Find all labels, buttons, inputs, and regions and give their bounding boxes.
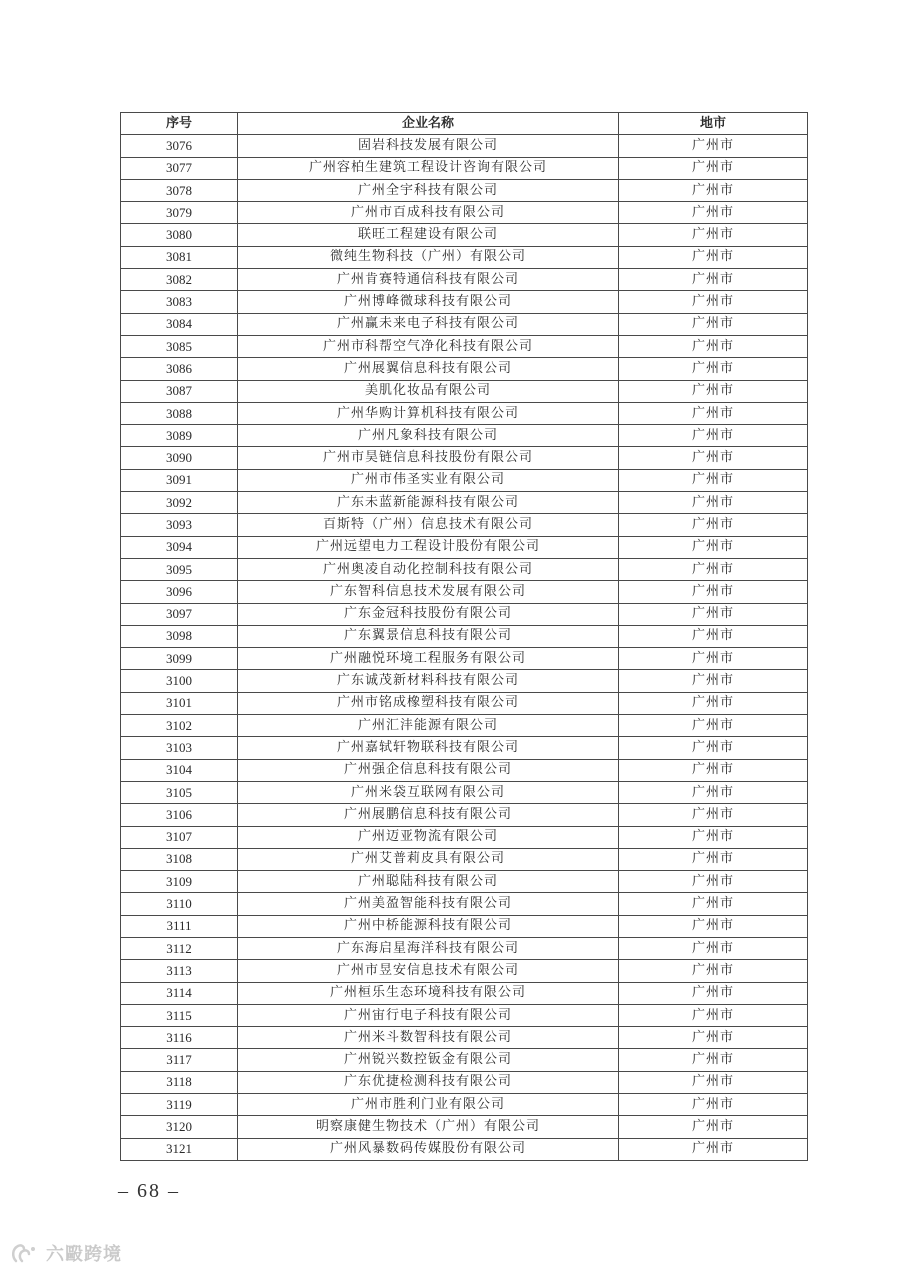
table-row (121, 469, 808, 491)
cell-city: 广州市 (619, 960, 808, 982)
table-row (121, 1027, 808, 1049)
page-number: – 68 – (118, 1180, 180, 1202)
table-row (121, 1094, 808, 1116)
cell-company-name: 固岩科技发展有限公司 (238, 135, 619, 157)
cell-company-name: 广州全宇科技有限公司 (238, 179, 619, 201)
cell-city: 广州市 (619, 514, 808, 536)
cell-city: 广州市 (619, 335, 808, 357)
table-row (121, 804, 808, 826)
cell-city: 广州市 (619, 1138, 808, 1160)
cell-company-name: 微纯生物科技（广州）有限公司 (238, 246, 619, 268)
cell-city: 广州市 (619, 625, 808, 647)
cell-serial-number: 3084 (121, 313, 238, 335)
table-row (121, 380, 808, 402)
cell-city: 广州市 (619, 380, 808, 402)
cell-company-name: 广东翼景信息科技有限公司 (238, 625, 619, 647)
table-body (121, 135, 808, 1161)
cell-company-name: 广州远望电力工程设计股份有限公司 (238, 536, 619, 558)
cell-city: 广州市 (619, 648, 808, 670)
cell-company-name: 广州迈亚物流有限公司 (238, 826, 619, 848)
table-row (121, 603, 808, 625)
cell-serial-number: 3108 (121, 848, 238, 870)
cell-serial-number: 3121 (121, 1138, 238, 1160)
cell-city: 广州市 (619, 291, 808, 313)
table-row (121, 759, 808, 781)
cell-serial-number: 3120 (121, 1116, 238, 1138)
cell-serial-number: 3087 (121, 380, 238, 402)
table-row (121, 692, 808, 714)
watermark (10, 1240, 122, 1266)
cell-serial-number: 3103 (121, 737, 238, 759)
cell-serial-number: 3093 (121, 514, 238, 536)
table-row (121, 402, 808, 424)
cell-city: 广州市 (619, 937, 808, 959)
table-row (121, 447, 808, 469)
table-row (121, 1138, 808, 1160)
cell-company-name: 广东诚茂新材料科技有限公司 (238, 670, 619, 692)
cell-serial-number: 3104 (121, 759, 238, 781)
header-serial-number: 序号 (121, 113, 238, 135)
cell-city: 广州市 (619, 358, 808, 380)
cell-city: 广州市 (619, 1116, 808, 1138)
cell-serial-number: 3119 (121, 1094, 238, 1116)
cell-city: 广州市 (619, 848, 808, 870)
cell-company-name: 广州展翼信息科技有限公司 (238, 358, 619, 380)
cell-serial-number: 3113 (121, 960, 238, 982)
cell-company-name: 广州汇沣能源有限公司 (238, 715, 619, 737)
cell-city: 广州市 (619, 135, 808, 157)
cell-company-name: 广州博峰微球科技有限公司 (238, 291, 619, 313)
cell-city: 广州市 (619, 402, 808, 424)
table-row (121, 848, 808, 870)
table-row (121, 893, 808, 915)
cell-serial-number: 3102 (121, 715, 238, 737)
cell-company-name: 广州美盈智能科技有限公司 (238, 893, 619, 915)
table-row (121, 157, 808, 179)
cell-city: 广州市 (619, 1071, 808, 1093)
cell-city: 广州市 (619, 1049, 808, 1071)
cell-company-name: 广州市百成科技有限公司 (238, 202, 619, 224)
cell-company-name: 广州艾普莉皮具有限公司 (238, 848, 619, 870)
cell-company-name: 广东海启星海洋科技有限公司 (238, 937, 619, 959)
cell-city: 广州市 (619, 447, 808, 469)
header-city: 地市 (619, 113, 808, 135)
cell-city: 广州市 (619, 692, 808, 714)
table-row (121, 937, 808, 959)
cell-company-name: 广州展鹏信息科技有限公司 (238, 804, 619, 826)
cell-city: 广州市 (619, 1094, 808, 1116)
cell-city: 广州市 (619, 157, 808, 179)
cell-serial-number: 3096 (121, 581, 238, 603)
table-row (121, 625, 808, 647)
cell-city: 广州市 (619, 224, 808, 246)
cell-city: 广州市 (619, 313, 808, 335)
cell-serial-number: 3077 (121, 157, 238, 179)
cell-serial-number: 3078 (121, 179, 238, 201)
table-row (121, 982, 808, 1004)
table-row (121, 915, 808, 937)
cell-serial-number: 3091 (121, 469, 238, 491)
cell-company-name: 广州市伟圣实业有限公司 (238, 469, 619, 491)
cell-company-name: 广州凡象科技有限公司 (238, 425, 619, 447)
header-company-name: 企业名称 (238, 113, 619, 135)
table-row (121, 224, 808, 246)
table-row (121, 871, 808, 893)
cell-city: 广州市 (619, 893, 808, 915)
cell-serial-number: 3092 (121, 492, 238, 514)
cell-serial-number: 3095 (121, 558, 238, 580)
cell-serial-number: 3090 (121, 447, 238, 469)
table-row (121, 670, 808, 692)
cell-city: 广州市 (619, 469, 808, 491)
cell-company-name: 广东优捷检测科技有限公司 (238, 1071, 619, 1093)
table-row (121, 1049, 808, 1071)
cell-serial-number: 3083 (121, 291, 238, 313)
cell-serial-number: 3118 (121, 1071, 238, 1093)
cell-company-name: 联旺工程建设有限公司 (238, 224, 619, 246)
table-row (121, 648, 808, 670)
cell-company-name: 广州宙行电子科技有限公司 (238, 1004, 619, 1026)
watermark-logo-icon (10, 1241, 40, 1265)
table-header-row (121, 113, 808, 135)
cell-serial-number: 3112 (121, 937, 238, 959)
cell-company-name: 广州米斗数智科技有限公司 (238, 1027, 619, 1049)
cell-city: 广州市 (619, 670, 808, 692)
table-row (121, 313, 808, 335)
cell-city: 广州市 (619, 558, 808, 580)
cell-company-name: 明察康健生物技术（广州）有限公司 (238, 1116, 619, 1138)
cell-company-name: 广东智科信息技术发展有限公司 (238, 581, 619, 603)
cell-city: 广州市 (619, 737, 808, 759)
cell-serial-number: 3116 (121, 1027, 238, 1049)
cell-serial-number: 3076 (121, 135, 238, 157)
cell-company-name: 广州强企信息科技有限公司 (238, 759, 619, 781)
cell-company-name: 广东未蓝新能源科技有限公司 (238, 492, 619, 514)
cell-city: 广州市 (619, 425, 808, 447)
table-row (121, 960, 808, 982)
cell-city: 广州市 (619, 202, 808, 224)
cell-company-name: 广州市胜利门业有限公司 (238, 1094, 619, 1116)
table-row (121, 291, 808, 313)
cell-serial-number: 3117 (121, 1049, 238, 1071)
table-row (121, 715, 808, 737)
cell-city: 广州市 (619, 581, 808, 603)
cell-city: 广州市 (619, 536, 808, 558)
table-row (121, 1071, 808, 1093)
cell-serial-number: 3111 (121, 915, 238, 937)
cell-company-name: 广州市昱安信息技术有限公司 (238, 960, 619, 982)
table-row (121, 202, 808, 224)
cell-company-name: 广州嘉轼轩物联科技有限公司 (238, 737, 619, 759)
table-row (121, 335, 808, 357)
cell-company-name: 广州融悦环境工程服务有限公司 (238, 648, 619, 670)
cell-serial-number: 3098 (121, 625, 238, 647)
table-row (121, 536, 808, 558)
table-row (121, 492, 808, 514)
table-row (121, 737, 808, 759)
cell-company-name: 广东金冠科技股份有限公司 (238, 603, 619, 625)
cell-company-name: 广州锐兴数控钣金有限公司 (238, 1049, 619, 1071)
cell-company-name: 广州肯赛特通信科技有限公司 (238, 269, 619, 291)
cell-serial-number: 3115 (121, 1004, 238, 1026)
cell-serial-number: 3114 (121, 982, 238, 1004)
cell-serial-number: 3080 (121, 224, 238, 246)
company-list-table (120, 112, 808, 1161)
cell-city: 广州市 (619, 246, 808, 268)
cell-company-name: 广州米袋互联网有限公司 (238, 781, 619, 803)
watermark-text: 六毆跨境 (46, 1244, 122, 1265)
cell-company-name: 广州市昊链信息科技股份有限公司 (238, 447, 619, 469)
table-row (121, 425, 808, 447)
table-row (121, 135, 808, 157)
cell-serial-number: 3079 (121, 202, 238, 224)
table-row (121, 781, 808, 803)
cell-company-name: 广州中桥能源科技有限公司 (238, 915, 619, 937)
cell-city: 广州市 (619, 269, 808, 291)
cell-serial-number: 3081 (121, 246, 238, 268)
table-row (121, 1116, 808, 1138)
cell-serial-number: 3099 (121, 648, 238, 670)
cell-company-name: 广州赢未来电子科技有限公司 (238, 313, 619, 335)
table-row (121, 179, 808, 201)
cell-company-name: 广州桓乐生态环境科技有限公司 (238, 982, 619, 1004)
cell-serial-number: 3106 (121, 804, 238, 826)
cell-company-name: 广州华购计算机科技有限公司 (238, 402, 619, 424)
table-row (121, 514, 808, 536)
cell-city: 广州市 (619, 759, 808, 781)
cell-city: 广州市 (619, 1004, 808, 1026)
cell-serial-number: 3101 (121, 692, 238, 714)
cell-city: 广州市 (619, 492, 808, 514)
cell-city: 广州市 (619, 915, 808, 937)
table-row (121, 269, 808, 291)
cell-city: 广州市 (619, 1027, 808, 1049)
cell-city: 广州市 (619, 603, 808, 625)
cell-city: 广州市 (619, 982, 808, 1004)
cell-city: 广州市 (619, 804, 808, 826)
cell-serial-number: 3085 (121, 335, 238, 357)
cell-serial-number: 3082 (121, 269, 238, 291)
cell-company-name: 广州容柏生建筑工程设计咨询有限公司 (238, 157, 619, 179)
table-row (121, 558, 808, 580)
cell-serial-number: 3086 (121, 358, 238, 380)
cell-serial-number: 3109 (121, 871, 238, 893)
cell-serial-number: 3089 (121, 425, 238, 447)
cell-company-name: 广州聪陆科技有限公司 (238, 871, 619, 893)
cell-company-name: 广州风暴数码传媒股份有限公司 (238, 1138, 619, 1160)
cell-company-name: 广州市铭成橡塑科技有限公司 (238, 692, 619, 714)
cell-city: 广州市 (619, 179, 808, 201)
table-row (121, 358, 808, 380)
cell-city: 广州市 (619, 826, 808, 848)
cell-serial-number: 3107 (121, 826, 238, 848)
cell-serial-number: 3097 (121, 603, 238, 625)
cell-company-name: 广州奥凌自动化控制科技有限公司 (238, 558, 619, 580)
cell-city: 广州市 (619, 781, 808, 803)
cell-city: 广州市 (619, 715, 808, 737)
cell-serial-number: 3110 (121, 893, 238, 915)
table-row (121, 246, 808, 268)
cell-company-name: 美肌化妆品有限公司 (238, 380, 619, 402)
table-row (121, 1004, 808, 1026)
cell-city: 广州市 (619, 871, 808, 893)
table-row (121, 826, 808, 848)
cell-serial-number: 3100 (121, 670, 238, 692)
table-row (121, 581, 808, 603)
cell-company-name: 百斯特（广州）信息技术有限公司 (238, 514, 619, 536)
cell-serial-number: 3105 (121, 781, 238, 803)
cell-serial-number: 3094 (121, 536, 238, 558)
cell-serial-number: 3088 (121, 402, 238, 424)
cell-company-name: 广州市科帮空气净化科技有限公司 (238, 335, 619, 357)
